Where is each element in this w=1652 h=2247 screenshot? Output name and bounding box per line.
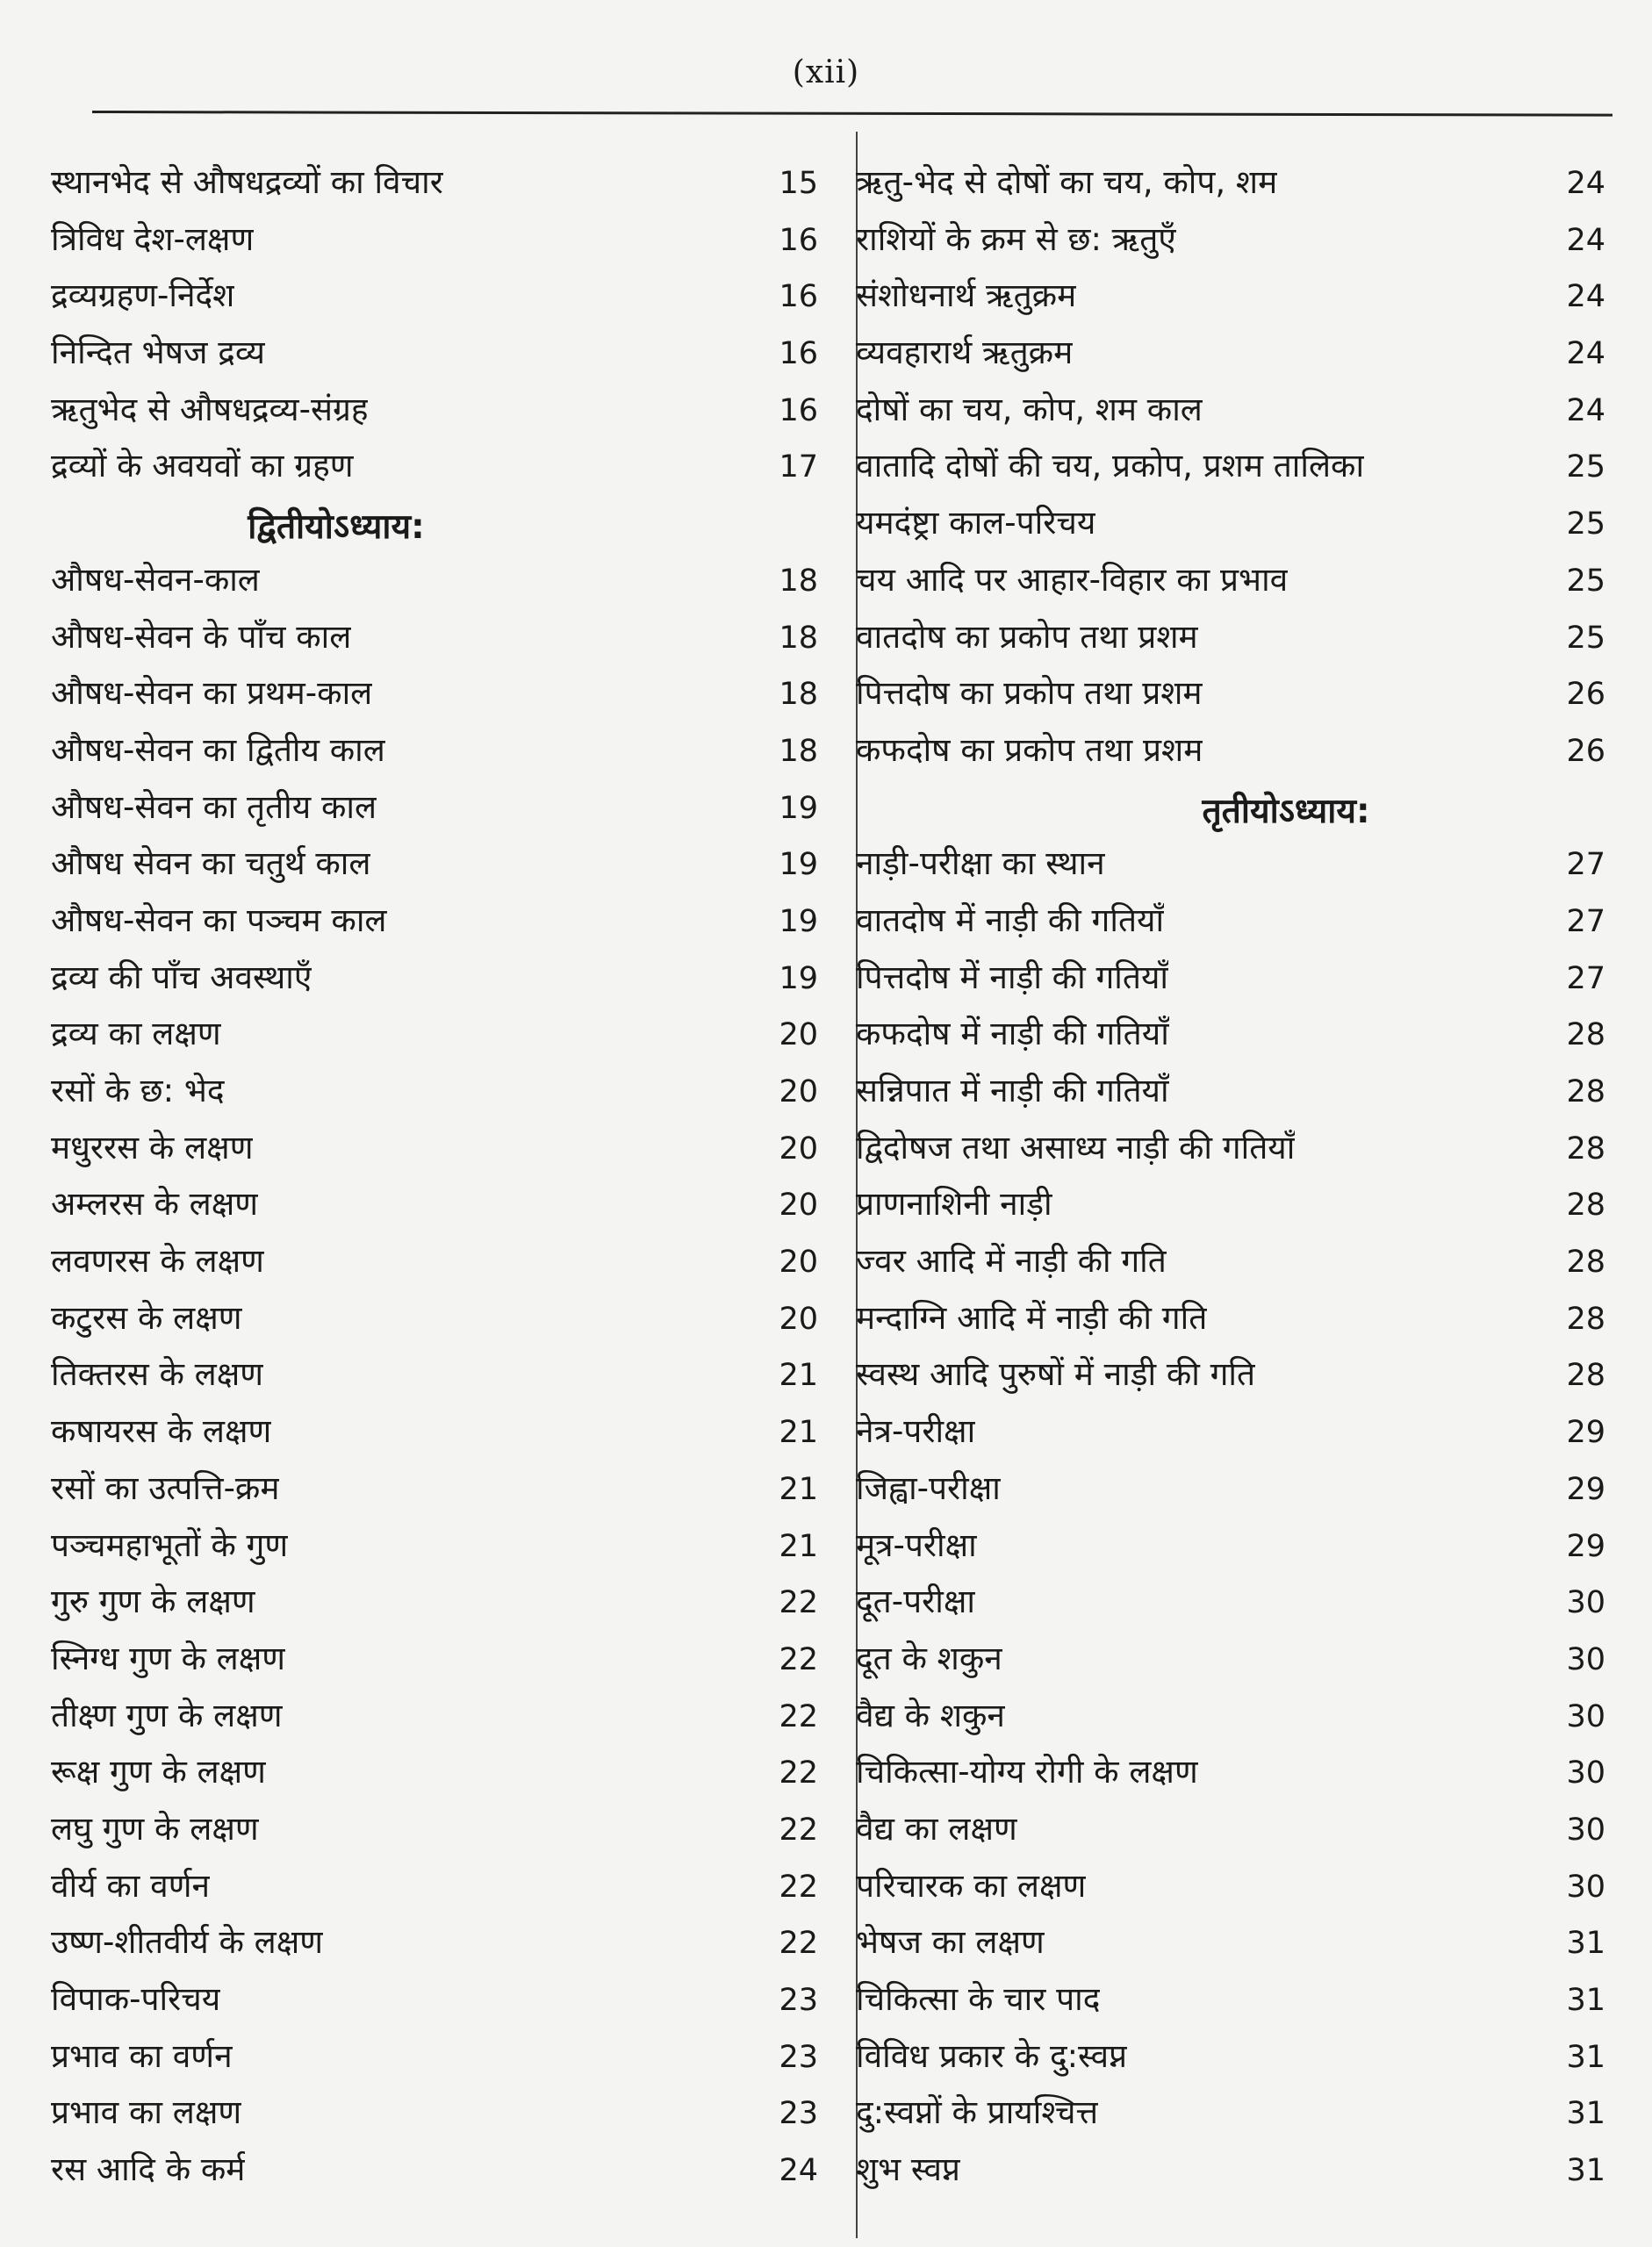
toc-entry-title: सन्निपात में नाड़ी की गतियाँ (856, 1072, 1169, 1109)
toc-entry-title: रसों का उत्पत्ति-क्रम (51, 1468, 280, 1507)
toc-entry-title: शुभ स्वप्न (856, 2150, 960, 2189)
page-number: (xii) (792, 54, 860, 90)
toc-entry (51, 893, 823, 950)
toc-entry-title: कषायरस के लक्षण (51, 1412, 272, 1451)
toc-entry-page: 27 (1566, 847, 1605, 883)
toc-entry (51, 1461, 823, 1518)
toc-entry (51, 1290, 823, 1347)
toc-entry (856, 1403, 1611, 1461)
toc-entry-page: 28 (1566, 1358, 1605, 1394)
toc-entry (856, 893, 1611, 950)
toc-entry-title: औषध-सेवन का पञ्चम काल (51, 901, 387, 939)
toc-entry (856, 1063, 1611, 1120)
toc-entry-title: वीर्य का वर्णन (51, 1866, 210, 1905)
toc-entry (856, 1461, 1611, 1518)
toc-entry (856, 325, 1611, 382)
toc-entry-page: 28 (1566, 1301, 1605, 1337)
toc-entry-page: 29 (1566, 1415, 1605, 1451)
toc-entry (856, 154, 1611, 212)
toc-entry (856, 1518, 1611, 1575)
toc-entry-page: 20 (779, 1017, 818, 1053)
toc-entry (51, 1176, 823, 1233)
toc-entry (856, 2142, 1611, 2199)
toc-entry-page: 20 (779, 1188, 818, 1224)
toc-entry (51, 1574, 823, 1631)
toc-entry-title: भेषज का लक्षण (856, 1923, 1045, 1962)
toc-entry (51, 1688, 823, 1745)
toc-entry-title: चिकित्सा के चार पाद (856, 1980, 1101, 2018)
toc-entry (51, 438, 823, 495)
toc-entry (856, 836, 1611, 893)
toc-entry-title: यमदंष्ट्रा काल-परिचय (856, 504, 1096, 542)
toc-entry (51, 268, 823, 325)
toc-entry-title: द्रव्य का लक्षण (51, 1015, 221, 1053)
toc-entry-page: 20 (779, 1074, 818, 1109)
toc-entry-page: 31 (1566, 1926, 1605, 1962)
toc-entry (51, 1744, 823, 1801)
toc-entry (51, 2085, 823, 2142)
toc-entry-title: स्थानभेद से औषधद्रव्यों का विचार (51, 163, 443, 201)
toc-entry (51, 1063, 823, 1120)
toc-entry-page: 30 (1566, 1698, 1605, 1734)
toc-entry-title: अम्लरस के लक्षण (51, 1185, 259, 1224)
toc-entry-title: लवणरस के लक्षण (51, 1242, 264, 1281)
toc-entry-title: द्रव्यों के अवयवों का ग्रहण (51, 447, 354, 485)
toc-entry-page: 31 (1566, 2039, 1605, 2075)
toc-entry-title: कटुरस के लक्षण (51, 1298, 242, 1337)
toc-entry (856, 2028, 1611, 2085)
toc-entry (856, 1006, 1611, 1063)
toc-entry (856, 552, 1611, 609)
toc-entry-page: 22 (779, 1812, 818, 1848)
toc-entry-title: ऋतुभेद से औषधद्रव्य-संग्रह (51, 390, 369, 428)
toc-entry-title: चिकित्सा-योग्य रोगी के लक्षण (856, 1753, 1198, 1791)
toc-entry (51, 1801, 823, 1858)
toc-entry-title: रूक्ष गुण के लक्षण (51, 1753, 266, 1791)
toc-entry-page: 28 (1566, 1017, 1605, 1053)
toc-entry (51, 1006, 823, 1063)
toc-entry-page: 30 (1566, 1755, 1605, 1791)
toc-entry-title: वातदोष का प्रकोप तथा प्रशम (856, 617, 1198, 656)
toc-entry-title: वैद्य का लक्षण (856, 1809, 1017, 1848)
toc-entry (856, 1233, 1611, 1290)
toc-entry-page: 23 (779, 1983, 818, 2018)
toc-entry-title: उष्ण-शीतवीर्य के लक्षण (51, 1923, 324, 1962)
toc-entry (856, 1744, 1611, 1801)
toc-entry-page: 18 (779, 733, 818, 769)
toc-entry-title: नाड़ी-परीक्षा का स्थान (856, 844, 1105, 883)
toc-entry (856, 382, 1611, 439)
toc-entry-page: 22 (779, 1869, 818, 1905)
toc-entry (51, 1233, 823, 1290)
toc-entry-title: प्रभाव का वर्णन (51, 2036, 233, 2075)
toc-entry (856, 1631, 1611, 1688)
toc-entry (51, 2142, 823, 2199)
toc-entry-page: 24 (1566, 392, 1605, 428)
toc-entry (856, 722, 1611, 779)
toc-entry-page: 17 (779, 449, 818, 485)
toc-entry (856, 1914, 1611, 1971)
toc-entry (856, 2085, 1611, 2142)
toc-entry-page: 24 (1566, 279, 1605, 315)
toc-entry-title: नेत्र-परीक्षा (856, 1412, 976, 1451)
toc-entry-page: 29 (1566, 1471, 1605, 1507)
toc-entry-title: त्रिविध देश-लक्षण (51, 219, 255, 258)
left-toc-column (51, 154, 823, 2199)
toc-entry (856, 1688, 1611, 1745)
toc-entry-title: वैद्य के शकुन (856, 1696, 1005, 1734)
toc-entry (856, 1858, 1611, 1915)
top-rule (92, 111, 1612, 117)
toc-entry-title: कफदोष का प्रकोप तथा प्रशम (856, 730, 1203, 769)
toc-entry-title: मन्दाग्नि आदि में नाड़ी की गति (856, 1298, 1208, 1337)
toc-entry-page: 31 (1566, 2153, 1605, 2189)
toc-entry-title: दोषों का चय, कोप, शम काल (856, 390, 1203, 428)
toc-entry-page: 24 (1566, 166, 1605, 201)
toc-entry-title: स्वस्थ आदि पुरुषों में नाड़ी की गति (856, 1355, 1256, 1394)
toc-entry-page: 18 (779, 563, 818, 599)
toc-entry-page: 19 (779, 903, 818, 939)
toc-entry (51, 382, 823, 439)
toc-entry (51, 609, 823, 666)
toc-entry-title: द्रव्यग्रहण-निर्देश (51, 276, 235, 315)
toc-entry (51, 1346, 823, 1403)
toc-entry-title: औषध-सेवन का तृतीय काल (51, 787, 377, 826)
toc-entry-title: वातदोष में नाड़ी की गतियाँ (856, 901, 1165, 939)
toc-entry-page: 22 (779, 1926, 818, 1962)
toc-entry-title: लघु गुण के लक्षण (51, 1809, 259, 1848)
toc-entry-page: 27 (1566, 903, 1605, 939)
toc-entry-title: औषध-सेवन का प्रथम-काल (51, 674, 373, 713)
toc-entry (856, 609, 1611, 666)
toc-entry-page: 21 (779, 1415, 818, 1451)
toc-entry-title: संशोधनार्थ ऋतुक्रम (856, 276, 1077, 315)
toc-entry-page: 22 (779, 1585, 818, 1621)
toc-entry-page: 31 (1566, 1983, 1605, 2018)
toc-entry (856, 268, 1611, 325)
toc-entry (51, 722, 823, 779)
toc-entry-page: 18 (779, 677, 818, 713)
toc-entry-title: व्यवहारार्थ ऋतुक्रम (856, 334, 1074, 372)
toc-entry-page: 25 (1566, 620, 1605, 656)
toc-entry (51, 212, 823, 269)
toc-entry-title: विपाक-परिचय (51, 1980, 221, 2018)
toc-entry (856, 665, 1611, 722)
toc-entry-title: द्रव्य की पाँच अवस्थाएँ (51, 958, 312, 996)
toc-entry-page: 23 (779, 2096, 818, 2132)
toc-entry-title: मधुररस के लक्षण (51, 1128, 254, 1167)
toc-entry-title: वातादि दोषों की चय, प्रकोप, प्रशम तालिका (856, 447, 1365, 485)
chapter-heading: तृतीयोऽध्याय: (1202, 791, 1370, 831)
toc-entry-title: जिह्वा-परीक्षा (856, 1468, 1001, 1507)
toc-entry (856, 950, 1611, 1007)
toc-entry-page: 31 (1566, 2096, 1605, 2132)
toc-entry-title: कफदोष में नाड़ी की गतियाँ (856, 1015, 1169, 1053)
toc-entry-page: 20 (779, 1301, 818, 1337)
toc-entry (856, 1290, 1611, 1347)
toc-entry (856, 438, 1611, 495)
toc-entry-title: मूत्र-परीक्षा (856, 1526, 977, 1564)
toc-entry (51, 325, 823, 382)
toc-entry-page: 24 (779, 2153, 818, 2189)
toc-entry-page: 19 (779, 790, 818, 826)
toc-entry-title: निन्दित भेषज द्रव्य (51, 334, 266, 372)
toc-entry-title: दूत-परीक्षा (856, 1583, 975, 1621)
toc-entry-page: 30 (1566, 1869, 1605, 1905)
toc-entry-page: 30 (1566, 1585, 1605, 1621)
toc-entry-page: 23 (779, 2039, 818, 2075)
toc-entry-page: 28 (1566, 1131, 1605, 1167)
toc-entry (856, 495, 1611, 552)
toc-entry-title: ज्वर आदि में नाड़ी की गति (856, 1242, 1167, 1281)
toc-entry-page: 16 (779, 336, 818, 372)
toc-entry-page: 21 (779, 1358, 818, 1394)
toc-entry (51, 1914, 823, 1971)
toc-entry-title: तीक्ष्ण गुण के लक्षण (51, 1696, 283, 1734)
toc-entry-page: 16 (779, 279, 818, 315)
toc-entry-title: औषध-सेवन-काल (51, 560, 260, 599)
toc-entry-page: 30 (1566, 1812, 1605, 1848)
toc-entry (51, 1631, 823, 1688)
toc-entry-page: 18 (779, 620, 818, 656)
toc-entry-page: 28 (1566, 1188, 1605, 1224)
toc-entry (51, 1120, 823, 1177)
toc-entry-page: 24 (1566, 336, 1605, 372)
toc-entry-title: द्विदोषज तथा असाध्य नाड़ी की गतियाँ (856, 1128, 1296, 1167)
toc-entry (51, 1971, 823, 2028)
toc-entry (51, 552, 823, 609)
toc-entry-page: 27 (1566, 960, 1605, 996)
toc-entry-title: प्राणनाशिनी नाड़ी (856, 1185, 1052, 1224)
toc-entry (51, 2028, 823, 2085)
toc-entry-title: औषध-सेवन का द्वितीय काल (51, 730, 385, 769)
toc-entry-page: 22 (779, 1641, 818, 1677)
toc-entry-page: 28 (1566, 1245, 1605, 1281)
toc-entry (856, 1801, 1611, 1858)
toc-entry-page: 16 (779, 222, 818, 258)
toc-entry (856, 1120, 1611, 1177)
toc-entry-title: औषध सेवन का चतुर्थ काल (51, 844, 371, 883)
right-toc-column (856, 154, 1611, 2199)
toc-entry-title: राशियों के क्रम से छ: ऋतुएँ (856, 219, 1176, 258)
toc-entry-page: 22 (779, 1755, 818, 1791)
toc-entry (51, 665, 823, 722)
toc-entry-page: 21 (779, 1528, 818, 1564)
toc-entry-title: परिचारक का लक्षण (856, 1866, 1087, 1905)
toc-entry-page: 25 (1566, 506, 1605, 542)
toc-entry (856, 1971, 1611, 2028)
toc-entry-title: गुरु गुण के लक्षण (51, 1583, 255, 1621)
toc-entry-title: विविध प्रकार के दु:स्वप्न (856, 2036, 1128, 2075)
toc-entry (856, 1346, 1611, 1403)
toc-entry (51, 1858, 823, 1915)
toc-entry (51, 1403, 823, 1461)
toc-entry-title: प्रभाव का लक्षण (51, 2093, 242, 2132)
toc-entry-page: 30 (1566, 1641, 1605, 1677)
toc-entry-title: ऋतु-भेद से दोषों का चय, कोप, शम (856, 163, 1278, 201)
toc-entry-title: औषध-सेवन के पाँच काल (51, 617, 352, 656)
toc-entry-title: दु:स्वप्नों के प्रायश्चित्त (856, 2093, 1099, 2132)
toc-entry-page: 19 (779, 960, 818, 996)
chapter-heading: द्वितीयोऽध्याय: (248, 507, 425, 548)
toc-entry-page: 15 (779, 166, 818, 201)
toc-entry-page: 20 (779, 1131, 818, 1167)
toc-entry-title: दूत के शकुन (856, 1639, 1002, 1677)
toc-entry-page: 20 (779, 1245, 818, 1281)
toc-entry-page: 26 (1566, 733, 1605, 769)
toc-entry-page: 25 (1566, 449, 1605, 485)
toc-entry (856, 1176, 1611, 1233)
toc-entry-title: चय आदि पर आहार-विहार का प्रभाव (856, 560, 1289, 599)
toc-entry-title: तिक्तरस के लक्षण (51, 1355, 264, 1394)
toc-entry (856, 1574, 1611, 1631)
toc-entry-page: 24 (1566, 222, 1605, 258)
toc-entry-page: 16 (779, 392, 818, 428)
toc-entry-title: पञ्चमहाभूतों के गुण (51, 1526, 289, 1564)
toc-entry-title: पित्तदोष में नाड़ी की गतियाँ (856, 958, 1168, 996)
toc-entry-page: 22 (779, 1698, 818, 1734)
toc-entry (856, 212, 1611, 269)
toc-entry-title: स्निग्ध गुण के लक्षण (51, 1639, 286, 1677)
toc-entry-page: 26 (1566, 677, 1605, 713)
toc-entry-page: 25 (1566, 563, 1605, 599)
toc-entry (51, 836, 823, 893)
toc-entry-title: रसों के छ: भेद (51, 1072, 225, 1109)
toc-entry-page: 29 (1566, 1528, 1605, 1564)
toc-entry (51, 779, 823, 836)
toc-entry-title: पित्तदोष का प्रकोप तथा प्रशम (856, 674, 1203, 713)
toc-entry-title: रस आदि के कर्म (51, 2150, 246, 2189)
toc-entry (51, 154, 823, 212)
toc-entry-page: 19 (779, 847, 818, 883)
toc-entry (51, 950, 823, 1007)
toc-entry-page: 28 (1566, 1074, 1605, 1109)
toc-entry-page: 21 (779, 1471, 818, 1507)
toc-entry (51, 1518, 823, 1575)
